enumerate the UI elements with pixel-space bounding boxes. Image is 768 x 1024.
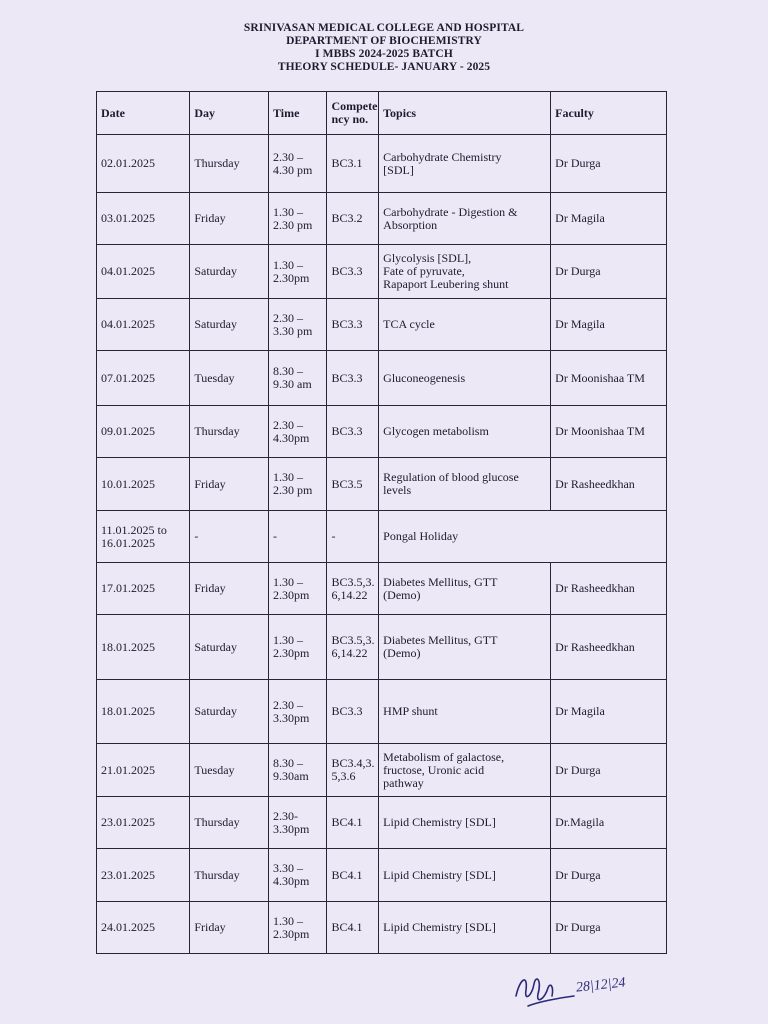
competency-header-line1: Compete — [331, 99, 378, 113]
topic-cell — [379, 351, 551, 406]
time-cell — [269, 458, 327, 511]
table-row — [97, 135, 667, 193]
time-line1: 2.30 – — [273, 697, 303, 712]
topic-line1: Diabetes Mellitus, GTT — [383, 574, 498, 589]
holiday-day — [190, 511, 269, 563]
day-cell — [190, 744, 269, 797]
competency-line1: BC4.1 — [331, 867, 363, 882]
holiday-date-line1: 11.01.2025 to — [101, 522, 167, 537]
faculty-text: Dr Moonishaa TM — [555, 370, 645, 385]
time-cell — [269, 299, 327, 351]
time-line1: 3.30 – — [273, 861, 303, 875]
date-cell — [97, 797, 190, 849]
date-cell — [97, 744, 190, 797]
day-cell — [190, 849, 269, 902]
time-cell — [269, 849, 327, 902]
time-cell — [269, 406, 327, 458]
topic-cell — [379, 135, 551, 193]
handwritten-signature-icon — [508, 966, 578, 1012]
table-row — [97, 406, 667, 458]
holiday-time — [269, 511, 327, 563]
date-text: 21.01.2025 — [101, 762, 155, 777]
topic-cell — [379, 744, 551, 797]
competency-line2: 6,14.22 — [331, 646, 368, 660]
topic-line1: Glycolysis [SDL], — [383, 251, 472, 265]
table-row — [97, 351, 667, 406]
time-line1: 2.30 – — [273, 149, 303, 164]
day-cell — [190, 615, 269, 680]
faculty-cell — [551, 135, 667, 193]
topic-cell — [379, 299, 551, 351]
topic-line2: (Demo) — [383, 587, 421, 602]
day-cell — [190, 245, 269, 299]
date-text: 24.01.2025 — [101, 920, 155, 934]
faculty-text: Dr Rasheedkhan — [555, 476, 635, 491]
competency-line1: BC3.5,3. — [331, 633, 375, 647]
date-cell — [97, 902, 190, 954]
time-cell — [269, 902, 327, 954]
competency-line1: BC3.3 — [331, 317, 363, 331]
topic-line1: Carbohydrate Chemistry — [383, 149, 502, 164]
day-text: Thursday — [194, 424, 240, 438]
topic-line2: Absorption — [383, 217, 438, 232]
day-text: Saturday — [194, 264, 237, 278]
topic-line3: pathway — [383, 775, 424, 790]
time-line1: 1.30 – — [273, 470, 303, 484]
faculty-text: Dr Moonishaa TM — [555, 424, 645, 438]
day-text: Friday — [194, 581, 226, 595]
topic-line2: Fate of pyruvate, — [383, 264, 465, 278]
time-line1: 1.30 – — [273, 257, 303, 272]
holiday-day-text: - — [194, 529, 199, 543]
time-line1: 1.30 – — [273, 913, 303, 928]
time-line2: 9.30am — [273, 769, 309, 783]
time-line2: 2.30pm — [273, 926, 310, 941]
date-cell — [97, 458, 190, 511]
topic-line2: (Demo) — [383, 646, 421, 660]
time-line2: 2.30pm — [273, 587, 310, 602]
column-header-topics: Topics — [379, 92, 551, 135]
date-cell — [97, 351, 190, 406]
competency-line2: 5,3.6 — [331, 769, 356, 783]
day-text: Tuesday — [194, 762, 235, 777]
faculty-text: Dr Durga — [555, 264, 601, 278]
competency-cell — [327, 563, 379, 615]
topic-line2: fructose, Uronic acid — [383, 762, 485, 777]
time-cell — [269, 563, 327, 615]
date-text: 10.01.2025 — [101, 476, 155, 491]
competency-line1: BC3.5,3. — [331, 574, 375, 589]
holiday-row — [97, 511, 667, 563]
day-cell — [190, 797, 269, 849]
topic-line3: Rapaport Leubering shunt — [383, 277, 509, 291]
column-header-date: Date — [97, 92, 190, 135]
time-cell — [269, 615, 327, 680]
time-line2: 3.30pm — [273, 710, 310, 725]
date-text: 07.01.2025 — [101, 370, 155, 385]
faculty-text: Dr Durga — [555, 867, 601, 882]
day-text: Friday — [194, 211, 226, 225]
competency-cell — [327, 849, 379, 902]
time-line2: 2.30pm — [273, 270, 310, 285]
topic-line1: Lipid Chemistry [SDL] — [383, 815, 496, 829]
time-line1: 8.30 – — [273, 364, 303, 378]
topic-cell — [379, 680, 551, 744]
faculty-text: Dr Rasheedkhan — [555, 581, 635, 595]
schedule-table — [96, 91, 667, 954]
day-cell — [190, 902, 269, 954]
faculty-cell — [551, 797, 667, 849]
table-row — [97, 744, 667, 797]
day-text: Friday — [194, 920, 226, 934]
table-row — [97, 902, 667, 954]
topic-line2: [SDL] — [383, 162, 414, 177]
competency-cell — [327, 458, 379, 511]
time-cell — [269, 744, 327, 797]
faculty-text: Dr Durga — [555, 920, 601, 934]
topic-line1: Metabolism of galactose, — [383, 749, 505, 764]
topic-cell — [379, 458, 551, 511]
topic-line1: TCA cycle — [383, 317, 435, 331]
time-line1: 1.30 – — [273, 574, 303, 589]
competency-line1: BC3.3 — [331, 264, 363, 278]
day-text: Thursday — [194, 867, 240, 882]
table-row — [97, 797, 667, 849]
day-cell — [190, 680, 269, 744]
day-text: Saturday — [194, 704, 237, 718]
faculty-cell — [551, 351, 667, 406]
table-row — [97, 193, 667, 245]
faculty-text: Dr Magila — [555, 704, 605, 718]
topic-line1: Regulation of blood glucose — [383, 470, 519, 484]
schedule-title: THEORY SCHEDULE- JANUARY - 2025 — [277, 61, 491, 73]
competency-line1: BC4.1 — [331, 815, 363, 829]
faculty-text: Dr Durga — [555, 156, 601, 170]
holiday-comp-text: - — [331, 529, 336, 543]
date-text: 18.01.2025 — [101, 639, 155, 654]
date-cell — [97, 406, 190, 458]
competency-cell — [327, 615, 379, 680]
college-name: SRINIVASAN MEDICAL COLLEGE AND HOSPITAL — [243, 22, 525, 34]
competency-cell — [327, 135, 379, 193]
faculty-text: Dr.Magila — [555, 815, 605, 829]
topic-line1: Gluconeogenesis — [383, 370, 466, 385]
table-row — [97, 680, 667, 744]
competency-line1: BC3.3 — [331, 704, 363, 718]
competency-line1: BC3.3 — [331, 370, 363, 385]
column-header-competency — [327, 92, 379, 135]
faculty-text: Dr Magila — [555, 211, 605, 225]
day-cell — [190, 135, 269, 193]
day-text: Saturday — [194, 317, 237, 331]
time-line2: 3.30pm — [273, 821, 310, 836]
competency-cell — [327, 406, 379, 458]
table-row — [97, 849, 667, 902]
competency-cell — [327, 902, 379, 954]
holiday-date — [97, 511, 190, 563]
day-cell — [190, 406, 269, 458]
date-text: 23.01.2025 — [101, 867, 155, 882]
column-header-time: Time — [269, 92, 327, 135]
day-cell — [190, 458, 269, 511]
faculty-cell — [551, 245, 667, 299]
day-text: Thursday — [194, 815, 240, 829]
topic-line2: levels — [383, 483, 412, 497]
time-line2: 2.30pm — [273, 646, 310, 660]
table-row — [97, 245, 667, 299]
date-text: 18.01.2025 — [101, 704, 155, 718]
competency-cell — [327, 299, 379, 351]
faculty-cell — [551, 615, 667, 680]
time-line1: 2.30 – — [273, 310, 303, 325]
day-text: Tuesday — [194, 370, 235, 385]
day-cell — [190, 193, 269, 245]
topic-cell — [379, 615, 551, 680]
document-header — [0, 22, 768, 74]
batch-name: I MBBS 2024-2025 BATCH — [315, 48, 453, 60]
holiday-date-line2: 16.01.2025 — [101, 535, 155, 550]
faculty-text: Dr Magila — [555, 317, 605, 331]
column-header-day: Day — [190, 92, 269, 135]
topic-line1: Lipid Chemistry [SDL] — [383, 867, 496, 882]
date-text: 03.01.2025 — [101, 211, 155, 225]
holiday-label — [379, 511, 667, 563]
date-text: 04.01.2025 — [101, 264, 155, 278]
holiday-label-text: Pongal Holiday — [383, 529, 459, 543]
faculty-cell — [551, 902, 667, 954]
time-line2: 3.30 pm — [273, 323, 313, 338]
competency-cell — [327, 193, 379, 245]
table-header-row — [97, 92, 667, 135]
date-text: 09.01.2025 — [101, 424, 155, 438]
time-line1: 1.30 – — [273, 204, 303, 219]
department-name: DEPARTMENT OF BIOCHEMISTRY — [286, 35, 482, 47]
competency-line1: BC3.2 — [331, 211, 363, 225]
date-text: 04.01.2025 — [101, 317, 155, 331]
holiday-time-text: - — [273, 529, 277, 543]
topic-line1: Glycogen metabolism — [383, 424, 489, 438]
day-text: Thursday — [194, 156, 240, 170]
competency-line1: BC3.3 — [331, 424, 363, 438]
competency-line1: BC4.1 — [331, 920, 363, 934]
time-cell — [269, 680, 327, 744]
time-line2: 4.30pm — [273, 430, 310, 445]
time-line2: 9.30 am — [273, 377, 312, 391]
time-line2: 2.30 pm — [273, 483, 313, 497]
topic-line1: Lipid Chemistry [SDL] — [383, 920, 496, 934]
time-line1: 2.30 – — [273, 417, 303, 432]
day-cell — [190, 351, 269, 406]
faculty-cell — [551, 406, 667, 458]
faculty-cell — [551, 299, 667, 351]
competency-line2: 6,14.22 — [331, 587, 368, 602]
competency-line1: BC3.1 — [331, 156, 363, 170]
time-cell — [269, 135, 327, 193]
competency-line1: BC3.5 — [331, 476, 363, 491]
faculty-text: Dr Rasheedkhan — [555, 639, 635, 654]
topic-cell — [379, 902, 551, 954]
date-text: 02.01.2025 — [101, 156, 155, 170]
competency-cell — [327, 351, 379, 406]
faculty-cell — [551, 563, 667, 615]
date-cell — [97, 193, 190, 245]
time-line1: 2.30- — [273, 808, 298, 823]
date-cell — [97, 680, 190, 744]
topic-cell — [379, 797, 551, 849]
competency-header-line2: ncy no. — [331, 112, 369, 126]
faculty-text: Dr Durga — [555, 762, 601, 777]
faculty-cell — [551, 458, 667, 511]
date-cell — [97, 563, 190, 615]
competency-cell — [327, 680, 379, 744]
date-cell — [97, 245, 190, 299]
faculty-cell — [551, 680, 667, 744]
topic-cell — [379, 193, 551, 245]
table-row — [97, 299, 667, 351]
faculty-cell — [551, 744, 667, 797]
topic-cell — [379, 245, 551, 299]
topic-cell — [379, 849, 551, 902]
time-cell — [269, 193, 327, 245]
table-row — [97, 458, 667, 511]
topic-cell — [379, 563, 551, 615]
time-cell — [269, 245, 327, 299]
table-row — [97, 563, 667, 615]
competency-cell — [327, 797, 379, 849]
date-cell — [97, 849, 190, 902]
competency-line1: BC3.4,3. — [331, 756, 375, 770]
column-header-faculty: Faculty — [551, 92, 667, 135]
holiday-comp — [327, 511, 379, 563]
time-line2: 4.30pm — [273, 874, 310, 888]
time-line1: 8.30 – — [273, 756, 303, 770]
time-line2: 2.30 pm — [273, 217, 313, 232]
day-cell — [190, 299, 269, 351]
time-line2: 4.30 pm — [273, 162, 313, 177]
competency-cell — [327, 744, 379, 797]
signature-date: 28|12|24 — [575, 975, 627, 996]
time-cell — [269, 351, 327, 406]
topic-line1: Carbohydrate - Digestion & — [383, 204, 518, 219]
date-cell — [97, 299, 190, 351]
topic-line1: HMP shunt — [383, 704, 438, 718]
date-cell — [97, 135, 190, 193]
faculty-cell — [551, 193, 667, 245]
time-line1: 1.30 – — [273, 633, 303, 647]
faculty-cell — [551, 849, 667, 902]
day-text: Friday — [194, 476, 226, 491]
date-text: 17.01.2025 — [101, 581, 155, 595]
date-cell — [97, 615, 190, 680]
competency-cell — [327, 245, 379, 299]
date-text: 23.01.2025 — [101, 815, 155, 829]
table-row — [97, 615, 667, 680]
day-text: Saturday — [194, 639, 237, 654]
topic-line1: Diabetes Mellitus, GTT — [383, 633, 498, 647]
day-cell — [190, 563, 269, 615]
time-cell — [269, 797, 327, 849]
topic-cell — [379, 406, 551, 458]
